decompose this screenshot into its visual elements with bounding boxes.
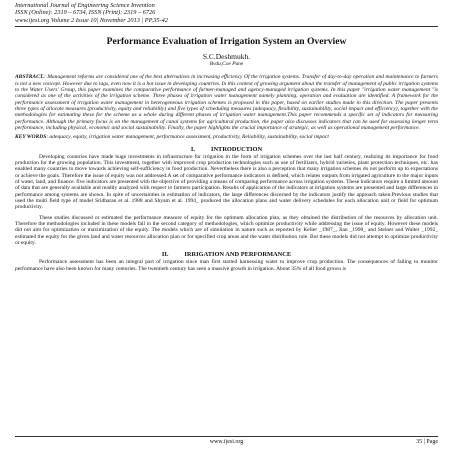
author-affiliation: Bvdu,Coe Pune	[209, 61, 244, 68]
author-name: S.C.Deshmukh.	[202, 52, 251, 62]
paper-title: Performance Evaluation of Irrigation System an Overview	[106, 36, 347, 48]
abstract	[15, 74, 438, 131]
footer-page-number: 35 | Page	[416, 439, 438, 445]
section-title-introduction: I. INTRODUCTION	[190, 145, 263, 153]
page-footer	[15, 436, 438, 445]
footer-url: www.ijesi.org	[209, 439, 244, 445]
journal-header	[15, 2, 438, 24]
keywords-label: KEY WORDS	[15, 134, 47, 141]
abstract-label: ABSTRACT.	[15, 74, 44, 81]
footer-rule	[15, 436, 438, 437]
journal-volume: www.ijesi.org Volume 2 Issue 10| November 2013 | PP.35-42	[15, 16, 168, 24]
section-title-irrigation-performance: II. IRRIGATION AND PERFORMANCE	[161, 251, 292, 259]
keywords	[15, 134, 438, 140]
journal-issn: ISSN (Online): 2319 – 6734, ISSN (Print): 2319 – 6726	[15, 9, 156, 17]
keywords-text: : adequacy, equity, irrigation water management, performance assessment, productivity, Reliability, sustainability, social impact	[46, 134, 329, 141]
header-rule	[15, 26, 438, 27]
section2-paragraph-1: Performance assessment has been an integral part of irrigation since man first started harnessing water to improve crop production. The consequences of failing to monitor performance have also been known for many centuries. The twentieth century has seen a massive growth in irrigation. About 35% of all food grown is	[15, 259, 438, 272]
abstract-text: : Management reforms are considered one of the best alternatives in increasing efficiency Of the irrigation systems. Transfer of day-to-day operation and maintenance to farmers is not a new concept. However due to lags, even now it is a hot issue in developing countries. In this context of growing argument about the transfer of management of public irrigation systems to the Water Users' Group, this paper examines the comparative performance of farmer-managed and agency-managed irrigation systems. In this paper "irrigation water management "is considered as one of the activities of the irrigation scheme. Three phases of irrigation water management namely planning, operation and evaluation are identified. A framework for the performance assessment of irrigation water management in heterogeneous irrigation schemes is proposed in this paper, based on earlier studies made in this direction. The paper presents three types of allocate measures (productivity, equity and reliability) and five types of scheduling measures (adequacy, flexibility, sustainability, social impact and efficiency), together with the methodologies for estimating these for the scheme as a whole during different phases of irrigation water management.This paper recommends a specific set of indicators for measuring performance. Although the primary focus is on the management of canal systems for agricultural production, the paper also discusses indicators that can be used for assessing longer term performance, including physical, economic and social sustainability. Finally, the paper highlights the crucial importance of strategic, as well as operational management performance.	[15, 74, 438, 131]
intro-paragraph-2: These studies discussed or estimated the performance measure of equity for the optimum allocation plan, as they obtained the distribution of the resources by allocation unit. Therefore the methodologies included in these models fall in the second category of methodologies, which optimize productivity while addressing the issue of equity. However these models did not aim for optimization or maximization of the equity. The models which are of simulation in nature such as reported by Keller _1987_, Jian _1990_ and Steiner and Walter _1992_ estimated the equity for the given land and water resources allocation plan or for specified crop areas and the water distribution rule. But these models did not attempt to optimize productivity or equity.	[15, 214, 438, 247]
journal-name: International Journal of Engineering Science Invention	[15, 2, 155, 9]
intro-paragraph-1: Developing countries have made huge investments in infrastructure for irrigation in the form of irrigation schemes over the last half century, realizing its importance for food production for the growing population. This investment, together with improved crop production technologies such as use of fertilizers, hybrid varieties, plant protection techniques, etc. has enabled many countries to move towards achieving self-sufficiency in food production. Nevertheless there is also a perception that many irrigation schemes do not perform up to expectations or achieve the goals. Therefore the issue of equity was not addressed.A set of comparative performance indicators is defined, which relates outputs from irrigated agriculture to the major inputs of water, land, and finance. five indicators are presented with the objective of providing a means of comparing performance across irrigation systems. These indicators require a limited amount of data that are generally available and readily analyzed with respect to farmers participation. Results of application of the indicators at irrigation systems are presented and large differences in performance among systems are shown. In spite of uncertainties in estimation of indicators, the large differences discerned by the indicators justify the approach taken.Previous studies that used the multi field type of model Sridharan et al. 1988 and Shyam et al. 1994_ produced the allocation plans and water delivery schedules for each allocation unit or field for optimum productivity.	[15, 153, 438, 211]
